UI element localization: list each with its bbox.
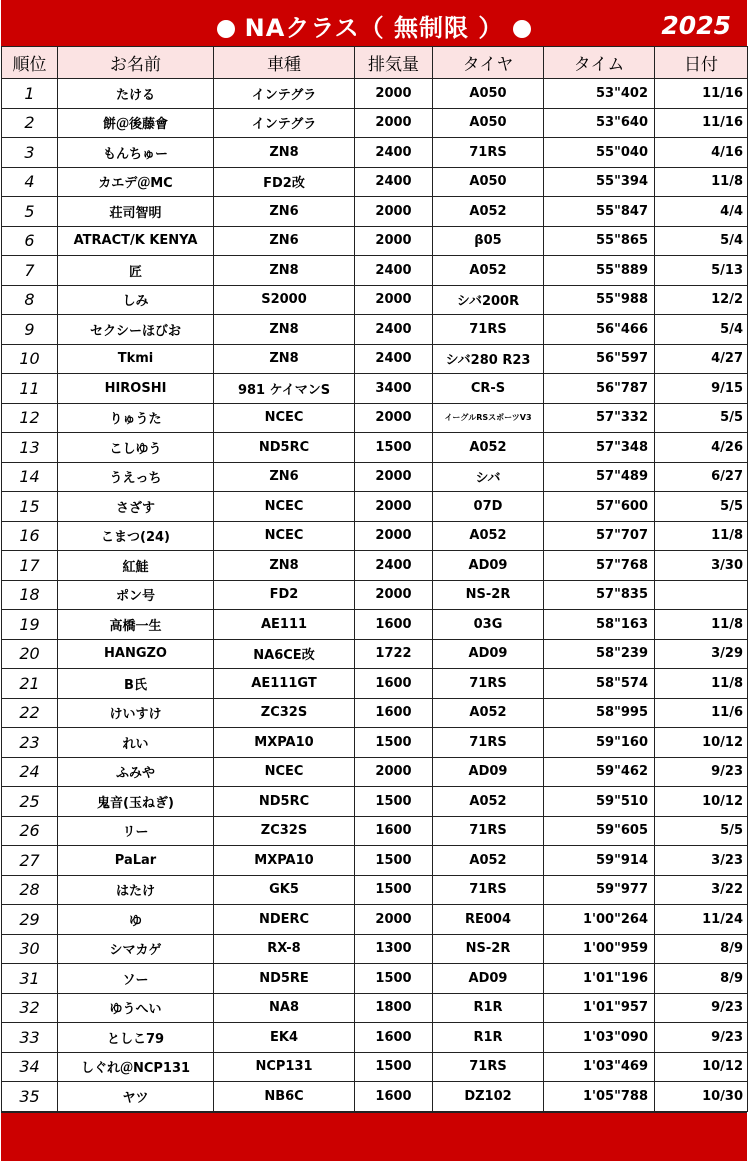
car-cell: 981 ケイマンS — [214, 374, 355, 404]
name-cell: しぐれ＠NCP131 — [58, 1052, 214, 1082]
displacement-cell: 2000 — [355, 462, 433, 492]
car-cell: MXPA10 — [214, 728, 355, 758]
date-cell: 5/13 — [655, 256, 748, 286]
time-cell: 55"889 — [544, 256, 655, 286]
date-cell: 11/6 — [655, 698, 748, 728]
displacement-cell: 2400 — [355, 315, 433, 345]
tire-cell: β05 — [433, 226, 544, 256]
date-cell: 11/8 — [655, 521, 748, 551]
time-cell: 1'03"469 — [544, 1052, 655, 1082]
rank-cell: 33 — [2, 1023, 58, 1053]
rank-cell: 17 — [2, 551, 58, 581]
table-row — [2, 1082, 748, 1112]
col-header-name: お名前 — [58, 47, 214, 79]
table-row — [2, 728, 748, 758]
displacement-cell: 2000 — [355, 285, 433, 315]
table-row — [2, 551, 748, 581]
rank-cell: 7 — [2, 256, 58, 286]
car-cell: ZN8 — [214, 256, 355, 286]
name-cell: Tkmi — [58, 344, 214, 374]
rank-cell: 4 — [2, 167, 58, 197]
rank-cell: 2 — [2, 108, 58, 138]
date-cell: 9/23 — [655, 993, 748, 1023]
date-cell: 8/9 — [655, 934, 748, 964]
date-cell: 6/27 — [655, 462, 748, 492]
car-cell: NA6CE改 — [214, 639, 355, 669]
rank-cell: 15 — [2, 492, 58, 522]
name-cell: ソー — [58, 964, 214, 994]
car-cell: NB6C — [214, 1082, 355, 1112]
table-row — [2, 964, 748, 994]
time-cell: 58"163 — [544, 610, 655, 640]
time-cell: 58"574 — [544, 669, 655, 699]
header-row — [2, 47, 748, 79]
footer-bar — [1, 1112, 747, 1161]
car-cell: ZN6 — [214, 462, 355, 492]
time-cell: 57"489 — [544, 462, 655, 492]
date-cell: 3/29 — [655, 639, 748, 669]
table-row — [2, 108, 748, 138]
date-cell: 9/23 — [655, 1023, 748, 1053]
tire-cell: R1R — [433, 993, 544, 1023]
time-cell: 59"914 — [544, 846, 655, 876]
tire-cell: A052 — [433, 698, 544, 728]
tire-cell: 71RS — [433, 1052, 544, 1082]
name-cell: もんちゅー — [58, 138, 214, 168]
rank-cell: 25 — [2, 787, 58, 817]
car-cell: ZN8 — [214, 315, 355, 345]
displacement-cell: 1800 — [355, 993, 433, 1023]
name-cell: こまつ(24) — [58, 521, 214, 551]
name-cell: 紅鮭 — [58, 551, 214, 581]
date-cell: 4/16 — [655, 138, 748, 168]
name-cell: 鬼音(玉ねぎ) — [58, 787, 214, 817]
table-row — [2, 875, 748, 905]
time-cell: 1'00"959 — [544, 934, 655, 964]
displacement-cell: 3400 — [355, 374, 433, 404]
car-cell: ZN8 — [214, 138, 355, 168]
car-cell: EK4 — [214, 1023, 355, 1053]
table-row — [2, 669, 748, 699]
tire-cell: 07D — [433, 492, 544, 522]
rank-cell: 18 — [2, 580, 58, 610]
date-cell: 11/8 — [655, 610, 748, 640]
name-cell: ヤツ — [58, 1082, 214, 1112]
rank-cell: 24 — [2, 757, 58, 787]
car-cell: S2000 — [214, 285, 355, 315]
date-cell: 3/30 — [655, 551, 748, 581]
name-cell: うえっち — [58, 462, 214, 492]
rank-cell: 34 — [2, 1052, 58, 1082]
displacement-cell: 1500 — [355, 1052, 433, 1082]
rank-cell: 6 — [2, 226, 58, 256]
rank-cell: 14 — [2, 462, 58, 492]
rank-cell: 30 — [2, 934, 58, 964]
name-cell: けいすけ — [58, 698, 214, 728]
car-cell: ZN6 — [214, 197, 355, 227]
table-row — [2, 1052, 748, 1082]
displacement-cell: 1500 — [355, 787, 433, 817]
date-cell: 10/12 — [655, 728, 748, 758]
name-cell: B氏 — [58, 669, 214, 699]
time-cell: 1'00"264 — [544, 905, 655, 935]
tire-cell: A050 — [433, 167, 544, 197]
car-cell: MXPA10 — [214, 846, 355, 876]
name-cell: 高橋一生 — [58, 610, 214, 640]
page-title: NAクラス（ 無制限 ） — [244, 14, 504, 42]
date-cell: 4/4 — [655, 197, 748, 227]
displacement-cell: 1722 — [355, 639, 433, 669]
car-cell: GK5 — [214, 875, 355, 905]
displacement-cell: 1500 — [355, 846, 433, 876]
rank-cell: 27 — [2, 846, 58, 876]
date-cell: 12/2 — [655, 285, 748, 315]
name-cell: 匠 — [58, 256, 214, 286]
date-cell: 10/30 — [655, 1082, 748, 1112]
time-cell: 56"787 — [544, 374, 655, 404]
ranking-sheet — [1, 0, 747, 1161]
name-cell: としこ79 — [58, 1023, 214, 1053]
car-cell: NCEC — [214, 492, 355, 522]
year-label: 2025 — [661, 11, 731, 40]
tire-cell: 71RS — [433, 816, 544, 846]
displacement-cell: 1600 — [355, 1082, 433, 1112]
rank-cell: 1 — [2, 79, 58, 109]
rank-cell: 5 — [2, 197, 58, 227]
table-row — [2, 816, 748, 846]
date-cell: 9/15 — [655, 374, 748, 404]
date-cell: 5/4 — [655, 315, 748, 345]
car-cell: NCEC — [214, 757, 355, 787]
car-cell: NCEC — [214, 403, 355, 433]
displacement-cell: 1500 — [355, 728, 433, 758]
rank-cell: 20 — [2, 639, 58, 669]
name-cell: ポン号 — [58, 580, 214, 610]
displacement-cell: 1300 — [355, 934, 433, 964]
date-cell: 11/8 — [655, 167, 748, 197]
displacement-cell: 2000 — [355, 905, 433, 935]
bullet-icon — [513, 20, 531, 38]
tire-cell: イーグルRSスポーツV3 — [433, 403, 544, 433]
displacement-cell: 2000 — [355, 521, 433, 551]
rank-cell: 21 — [2, 669, 58, 699]
table-row — [2, 521, 748, 551]
time-cell: 53"640 — [544, 108, 655, 138]
time-cell: 55"394 — [544, 167, 655, 197]
time-cell: 57"768 — [544, 551, 655, 581]
date-cell: 10/12 — [655, 1052, 748, 1082]
time-cell: 1'03"090 — [544, 1023, 655, 1053]
table-row — [2, 787, 748, 817]
ranking-table — [1, 46, 748, 1112]
displacement-cell: 1500 — [355, 433, 433, 463]
table-row — [2, 934, 748, 964]
time-cell: 57"707 — [544, 521, 655, 551]
name-cell: はたけ — [58, 875, 214, 905]
tire-cell: NS-2R — [433, 934, 544, 964]
time-cell: 57"348 — [544, 433, 655, 463]
table-row — [2, 403, 748, 433]
table-row — [2, 374, 748, 404]
rank-cell: 12 — [2, 403, 58, 433]
name-cell: ゆうへい — [58, 993, 214, 1023]
car-cell: ND5RE — [214, 964, 355, 994]
tire-cell: シバ280 R23 — [433, 344, 544, 374]
displacement-cell: 2400 — [355, 167, 433, 197]
title-bar — [1, 0, 747, 46]
date-cell: 5/5 — [655, 492, 748, 522]
name-cell: カエデ＠MC — [58, 167, 214, 197]
date-cell: 8/9 — [655, 964, 748, 994]
table-row — [2, 256, 748, 286]
tire-cell: 71RS — [433, 875, 544, 905]
tire-cell: A050 — [433, 108, 544, 138]
rank-cell: 13 — [2, 433, 58, 463]
name-cell: こしゆう — [58, 433, 214, 463]
rank-cell: 23 — [2, 728, 58, 758]
car-cell: ZN8 — [214, 344, 355, 374]
table-row — [2, 580, 748, 610]
name-cell: HIROSHI — [58, 374, 214, 404]
table-row — [2, 197, 748, 227]
displacement-cell: 1600 — [355, 1023, 433, 1053]
name-cell: 餅＠後藤會 — [58, 108, 214, 138]
name-cell: れい — [58, 728, 214, 758]
displacement-cell: 2400 — [355, 256, 433, 286]
displacement-cell: 2000 — [355, 757, 433, 787]
rank-cell: 31 — [2, 964, 58, 994]
table-row — [2, 285, 748, 315]
tire-cell: AD09 — [433, 551, 544, 581]
car-cell: AE111 — [214, 610, 355, 640]
table-row — [2, 79, 748, 109]
tire-cell: DZ102 — [433, 1082, 544, 1112]
table-row — [2, 757, 748, 787]
col-header-car: 車種 — [214, 47, 355, 79]
displacement-cell: 2400 — [355, 344, 433, 374]
car-cell: AE111GT — [214, 669, 355, 699]
table-row — [2, 610, 748, 640]
displacement-cell: 2000 — [355, 79, 433, 109]
table-row — [2, 993, 748, 1023]
car-cell: ZN8 — [214, 551, 355, 581]
date-cell: 5/4 — [655, 226, 748, 256]
date-cell: 3/23 — [655, 846, 748, 876]
displacement-cell: 2000 — [355, 580, 433, 610]
tire-cell: AD09 — [433, 639, 544, 669]
tire-cell: 71RS — [433, 669, 544, 699]
time-cell: 59"605 — [544, 816, 655, 846]
tire-cell: 71RS — [433, 315, 544, 345]
name-cell: リー — [58, 816, 214, 846]
displacement-cell: 2400 — [355, 551, 433, 581]
time-cell: 58"995 — [544, 698, 655, 728]
displacement-cell: 2000 — [355, 108, 433, 138]
tire-cell: 71RS — [433, 728, 544, 758]
date-cell: 4/26 — [655, 433, 748, 463]
car-cell: ZC32S — [214, 816, 355, 846]
displacement-cell: 1500 — [355, 964, 433, 994]
rank-cell: 28 — [2, 875, 58, 905]
car-cell: ZC32S — [214, 698, 355, 728]
table-row — [2, 1023, 748, 1053]
tire-cell: A052 — [433, 433, 544, 463]
car-cell: NDERC — [214, 905, 355, 935]
time-cell: 57"835 — [544, 580, 655, 610]
col-header-displacement: 排気量 — [355, 47, 433, 79]
bullet-icon — [217, 20, 235, 38]
col-header-date: 日付 — [655, 47, 748, 79]
rank-cell: 3 — [2, 138, 58, 168]
date-cell: 3/22 — [655, 875, 748, 905]
tire-cell: CR-S — [433, 374, 544, 404]
car-cell: ND5RC — [214, 787, 355, 817]
time-cell: 55"865 — [544, 226, 655, 256]
date-cell: 11/16 — [655, 108, 748, 138]
table-row — [2, 698, 748, 728]
table-row — [2, 905, 748, 935]
date-cell: 11/8 — [655, 669, 748, 699]
name-cell: たける — [58, 79, 214, 109]
name-cell: PaLar — [58, 846, 214, 876]
time-cell: 59"462 — [544, 757, 655, 787]
car-cell: FD2 — [214, 580, 355, 610]
time-cell: 59"977 — [544, 875, 655, 905]
rank-cell: 16 — [2, 521, 58, 551]
displacement-cell: 2000 — [355, 403, 433, 433]
time-cell: 58"239 — [544, 639, 655, 669]
car-cell: ZN6 — [214, 226, 355, 256]
name-cell: シマカゲ — [58, 934, 214, 964]
name-cell: ゆ — [58, 905, 214, 935]
name-cell: セクシーほびお — [58, 315, 214, 345]
time-cell: 56"597 — [544, 344, 655, 374]
col-header-tire: タイヤ — [433, 47, 544, 79]
displacement-cell: 2000 — [355, 197, 433, 227]
col-header-time: タイム — [544, 47, 655, 79]
car-cell: NCP131 — [214, 1052, 355, 1082]
table-body — [2, 79, 748, 1112]
time-cell: 55"988 — [544, 285, 655, 315]
rank-cell: 35 — [2, 1082, 58, 1112]
car-cell: インテグラ — [214, 79, 355, 109]
tire-cell: AD09 — [433, 757, 544, 787]
displacement-cell: 1600 — [355, 698, 433, 728]
displacement-cell: 1500 — [355, 875, 433, 905]
date-cell: 5/5 — [655, 403, 748, 433]
name-cell: さざす — [58, 492, 214, 522]
rank-cell: 22 — [2, 698, 58, 728]
table-row — [2, 492, 748, 522]
tire-cell: 03G — [433, 610, 544, 640]
car-cell: NCEC — [214, 521, 355, 551]
tire-cell: A052 — [433, 256, 544, 286]
tire-cell: 71RS — [433, 138, 544, 168]
date-cell: 9/23 — [655, 757, 748, 787]
displacement-cell: 1600 — [355, 669, 433, 699]
time-cell: 59"160 — [544, 728, 655, 758]
time-cell: 1'05"788 — [544, 1082, 655, 1112]
table-row — [2, 167, 748, 197]
time-cell: 55"040 — [544, 138, 655, 168]
tire-cell: A050 — [433, 79, 544, 109]
col-header-rank: 順位 — [2, 47, 58, 79]
tire-cell: AD09 — [433, 964, 544, 994]
tire-cell: R1R — [433, 1023, 544, 1053]
name-cell: りゅうた — [58, 403, 214, 433]
table-row — [2, 344, 748, 374]
car-cell: RX-8 — [214, 934, 355, 964]
displacement-cell: 1600 — [355, 816, 433, 846]
table-row — [2, 846, 748, 876]
date-cell: 11/16 — [655, 79, 748, 109]
rank-cell: 10 — [2, 344, 58, 374]
table-row — [2, 433, 748, 463]
date-cell: 10/12 — [655, 787, 748, 817]
table-row — [2, 462, 748, 492]
table-row — [2, 315, 748, 345]
date-cell: 11/24 — [655, 905, 748, 935]
tire-cell: NS-2R — [433, 580, 544, 610]
time-cell: 59"510 — [544, 787, 655, 817]
name-cell: HANGZO — [58, 639, 214, 669]
rank-cell: 26 — [2, 816, 58, 846]
table-row — [2, 226, 748, 256]
displacement-cell: 1600 — [355, 610, 433, 640]
displacement-cell: 2400 — [355, 138, 433, 168]
rank-cell: 29 — [2, 905, 58, 935]
name-cell: しみ — [58, 285, 214, 315]
date-cell: 4/27 — [655, 344, 748, 374]
name-cell: ふみや — [58, 757, 214, 787]
name-cell: 荘司智明 — [58, 197, 214, 227]
rank-cell: 8 — [2, 285, 58, 315]
time-cell: 55"847 — [544, 197, 655, 227]
rank-cell: 32 — [2, 993, 58, 1023]
car-cell: FD2改 — [214, 167, 355, 197]
displacement-cell: 2000 — [355, 226, 433, 256]
time-cell: 1'01"196 — [544, 964, 655, 994]
time-cell: 1'01"957 — [544, 993, 655, 1023]
rank-cell: 11 — [2, 374, 58, 404]
tire-cell: A052 — [433, 787, 544, 817]
name-cell: ATRACT/K KENYA — [58, 226, 214, 256]
tire-cell: A052 — [433, 197, 544, 227]
time-cell: 53"402 — [544, 79, 655, 109]
time-cell: 57"332 — [544, 403, 655, 433]
car-cell: ND5RC — [214, 433, 355, 463]
tire-cell: シバ — [433, 462, 544, 492]
tire-cell: A052 — [433, 521, 544, 551]
car-cell: NA8 — [214, 993, 355, 1023]
rank-cell: 9 — [2, 315, 58, 345]
date-cell: 5/5 — [655, 816, 748, 846]
time-cell: 57"600 — [544, 492, 655, 522]
tire-cell: シバ200R — [433, 285, 544, 315]
table-row — [2, 639, 748, 669]
rank-cell: 19 — [2, 610, 58, 640]
car-cell: インテグラ — [214, 108, 355, 138]
time-cell: 56"466 — [544, 315, 655, 345]
displacement-cell: 2000 — [355, 492, 433, 522]
tire-cell: A052 — [433, 846, 544, 876]
date-cell — [655, 580, 748, 610]
tire-cell: RE004 — [433, 905, 544, 935]
table-row — [2, 138, 748, 168]
